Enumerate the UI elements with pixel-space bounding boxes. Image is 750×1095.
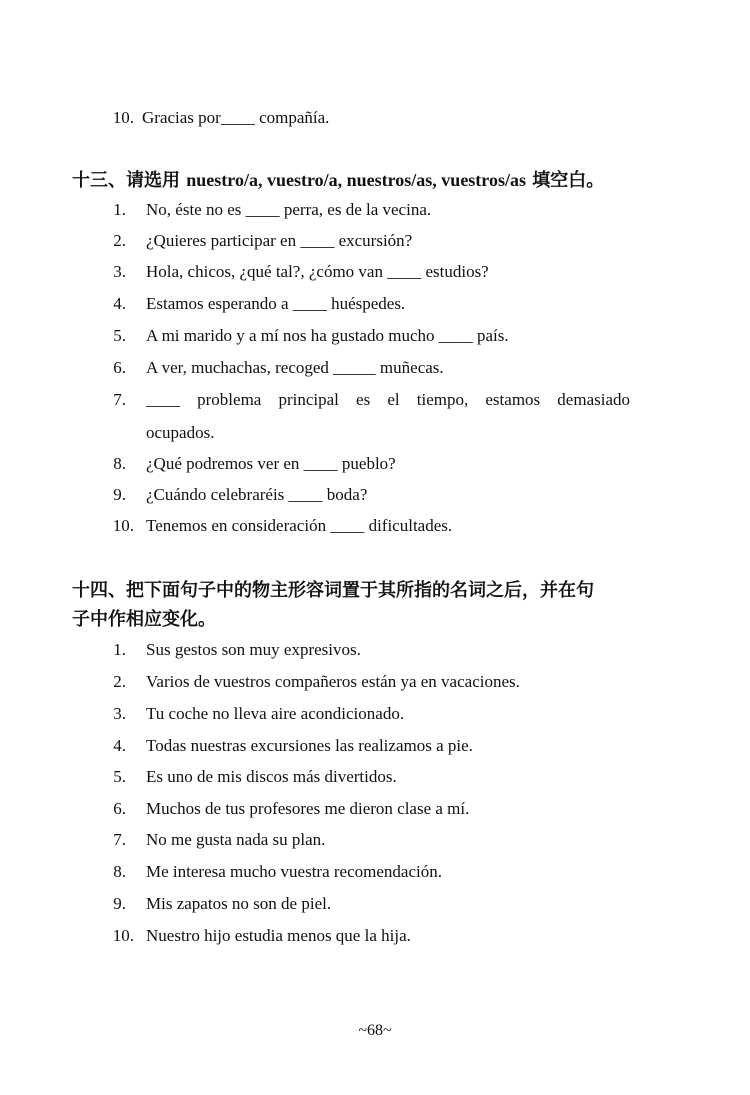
item-text: ¿Cuándo celebraréis ____ boda? — [146, 485, 368, 504]
item-text: Nuestro hijo estudia menos que la hija. — [146, 926, 411, 945]
item-text: ____ problema principal es el tiempo, estamos demasiado — [146, 390, 630, 409]
item-number: 4. — [113, 736, 126, 755]
item-text: Todas nuestras excursiones las realizamos a pie. — [146, 736, 473, 755]
item-number: 5. — [113, 767, 126, 786]
item-number: 3. — [113, 262, 126, 281]
item-text: Gracias por____ compañía. — [142, 108, 330, 127]
item-text: Estamos esperando a ____ huéspedes. — [146, 294, 406, 313]
item-number: 9. — [113, 485, 126, 504]
page-number: ~68~ — [358, 1022, 392, 1039]
item-text: No me gusta nada su plan. — [146, 830, 326, 849]
item-number: 5. — [113, 326, 126, 345]
item-number: 6. — [113, 358, 126, 377]
item-text: Tenemos en consideración ____ dificultades. — [146, 516, 453, 535]
item-number: 3. — [113, 704, 126, 723]
item-text: Varios de vuestros compañeros están ya en vacaciones. — [146, 672, 520, 691]
item-number: 10. — [112, 926, 134, 945]
item-number: 6. — [113, 799, 126, 818]
section-14-heading: 十四、把下面句子中的物主形容词置于其所指的名词之后，并在句 — [72, 580, 594, 601]
section-13-heading — [72, 166, 604, 192]
item-text: A mi marido y a mí nos ha gustado mucho ____ país. — [146, 326, 509, 345]
section-14-heading-continuation: 子中作相应变化。 — [72, 609, 216, 630]
item-number: 2. — [113, 231, 126, 250]
item-text: A ver, muchachas, recoged _____ muñecas. — [146, 358, 444, 377]
item-text: Tu coche no lleva aire acondicionado. — [146, 704, 405, 723]
item-number: 10. — [112, 108, 134, 127]
item-number: 8. — [113, 862, 126, 881]
item-text: ¿Quieres participar en ____ excursión? — [146, 231, 413, 250]
item-text: No, éste no es ____ perra, es de la vecina. — [146, 200, 432, 219]
item-text: Sus gestos son muy expresivos. — [146, 640, 361, 659]
item-number: 2. — [113, 672, 126, 691]
item-text: Es uno de mis discos más divertidos. — [146, 767, 397, 786]
item-number: 8. — [113, 454, 126, 473]
item-number: 1. — [113, 640, 126, 659]
heading-suffix: 填空白。 — [525, 170, 605, 191]
item-text: Muchos de tus profesores me dieron clase a mí. — [146, 799, 470, 818]
item-number: 7. — [113, 390, 126, 409]
item-text-continuation: ocupados. — [146, 423, 215, 442]
item-text: Mis zapatos no son de piel. — [146, 894, 332, 913]
heading-prefix: 十三、请选用 — [72, 170, 187, 191]
item-number: 4. — [113, 294, 126, 313]
item-number: 9. — [113, 894, 126, 913]
item-text: Me interesa mucho vuestra recomendación. — [146, 862, 442, 881]
heading-latin: nuestro/a, vuestro/a, nuestros/as, vuestros/as — [186, 170, 526, 190]
item-number: 7. — [113, 830, 126, 849]
item-number: 10. — [112, 516, 134, 535]
item-text: Hola, chicos, ¿qué tal?, ¿cómo van ____ estudios? — [146, 262, 489, 281]
item-number: 1. — [113, 200, 126, 219]
item-text: ¿Qué podremos ver en ____ pueblo? — [146, 454, 396, 473]
